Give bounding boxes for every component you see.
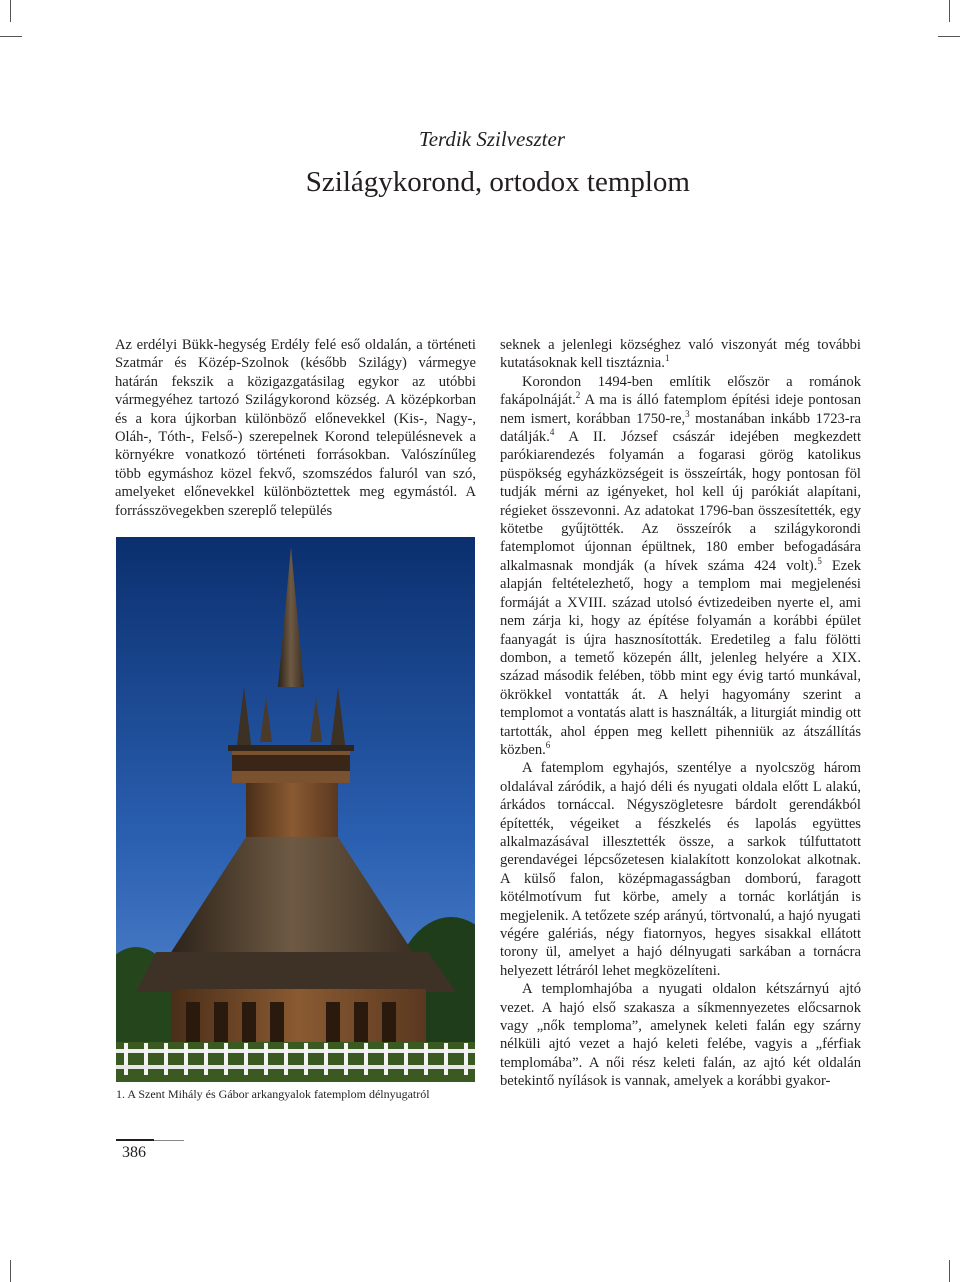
crop-mark-bottom-left [10, 1260, 11, 1282]
folio-rule-thin [154, 1140, 184, 1141]
left-column [115, 336, 476, 520]
page-number: 386 [122, 1144, 146, 1161]
article-title: Szilágykorond, ortodox templom [305, 166, 690, 198]
footnote-ref: 5 [817, 556, 822, 567]
text-run: A II. József császár idejében megkezdett parókiarendezés folyamán a fogarasi görög katolikus püspökség egyházközségeit is összeírták, hogy pontosan föl tudják mérni az igényeket, hol kell új parókiát alapítani, régieket összevonni. Az adatokat 1796-ban összesítették, egy kötetbe gyűjtötték. Az összeírók a szilágykorondi fatemplomot újonnan épültnek, 180 ember befogadására alkalmasnak mondják (a hívek száma 424 volt). [500, 429, 861, 574]
body-paragraph-4: A templomhajóba a nyugati oldalon kétszárnyú ajtó vezet. A hajó első szakasza a síkmennyezetes előcsarnok vagy „nők temploma”, amelynek keleti falán egy szárny nélküli ajtó vezet a hajó keleti felébe, vagyis a „férfiak templomába”. A női rész keleti falán, az ajtó két oldalán betekintő nyílások is vannak, amelyek a korábbi gyakor- [500, 981, 861, 1090]
text-run: Korondon 1494-ben említik először a románok fakápolnáját. [500, 373, 861, 409]
crop-mark-bottom-right [949, 1260, 950, 1282]
footnote-ref: 6 [545, 740, 551, 751]
crop-mark-top-right [949, 0, 950, 22]
text-run: A ma is álló fatemplom építési ideje pontosan nem ismert, korábban 1750-re, [500, 392, 861, 427]
footnote-ref: 3 [685, 408, 690, 419]
footnote-ref: 2 [575, 390, 581, 401]
body-paragraph-3: A fatemplom egyhajós, szentélye a nyolcszög három oldalával záródik, a hajó déli és nyugati oldala előtt L alakú, árkádos tornáccal. Négyszögletesre bárdolt gerendákból építették, végeiket a fészkelés és lapolás együttes alkalmazásával illesztették össze, a sarkok túlfuttatott gerendavégei lépcsőzetesen kialakított konzolokat alkotnak. A külső falon, középmagasságban domború, faragott kötélmotívum fut körbe, amely a tornác korlátján is megjelenik. A tetőzete szép arányú, törtvonalú, a hajó nyugati végére galériás, négy fiatornyos, hegyes sisakkal ellátott torony ül, amelyet a hajó délnyugati sarkában a tornácra helyezett létráról lehet megközelíteni. [500, 760, 861, 979]
footnote-ref: 4 [549, 427, 555, 438]
body-paragraph-1 [500, 336, 861, 373]
text-run: mostanában inkább 1723-ra datálják. [500, 410, 861, 446]
body-paragraph-2 [500, 373, 861, 760]
body-paragraph: Az erdélyi Bükk-hegység Erdély felé eső oldalán, a történeti Szatmár és Közép-Szolnok (később Szilágy) vármegye határán fekszik a közigazgatásilag egykor az utóbbi vármegyéhez tartozó Szilágykorond község. A középkorban és a kora újkorban különböző előnevekkel (Kis-, Nagy-, Oláh-, Tóth-, Felső-) szerepelnek Korond településnevek a környékre vonatkozó történeti forrásokban. Valószínűleg több egymáshoz közel fekvő, szomszédos faluról van szó, amelyeket előnevekkel különböztettek meg egymástól. A forrásszövegekben szereplő település [115, 337, 476, 519]
crop-mark-top-left [10, 0, 11, 22]
text-run: seknek a jelenlegi községhez való viszonyát még további kutatásoknak kell tisztáznia. [500, 337, 861, 372]
footnote-ref: 1 [664, 353, 670, 364]
figure-caption: 1. A Szent Mihály és Gábor arkangyalok fatemplom délnyugatról [116, 1087, 430, 1101]
folio-rule [116, 1139, 154, 1141]
church-photo [116, 537, 475, 1082]
article-author: Terdik Szilveszter [418, 127, 565, 151]
crop-mark-top-right-h [938, 36, 960, 37]
crop-mark-top-left-h [0, 36, 22, 37]
right-column [500, 336, 861, 1091]
text-run: Ezek alapján feltételezhető, hogy a templom mai megjelenési formáját a XVIII. század utolsó évtizedeiben nyerte el, ami nem zárja ki, hogy az építése folyamán a korábbi épület faanyagát is újra hasznosították. Eredetileg a falu fölötti dombon, a temető közepén állt, jelenleg helyére a XIX. század második felében, több mint egy évig tartó munkával, ökrökkel vontatták át. A helyi hagyomány szerint a templomot a vontatás alatt is használták, a liturgiát mindig ott tartották, ahol éppen meg kellett pihenniük az átszállítás közben. [500, 557, 861, 758]
